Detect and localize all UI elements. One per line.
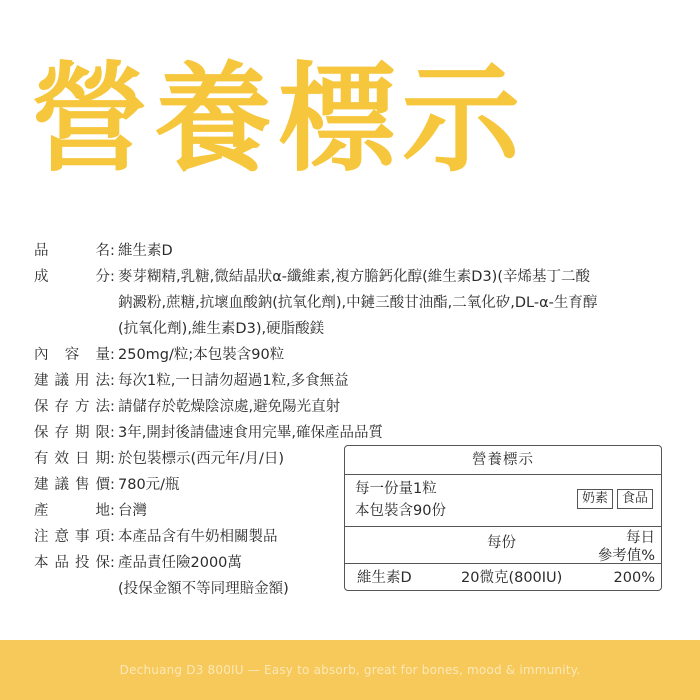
spec-label-char: 法: [95, 399, 110, 415]
nutrition-table-title: 營養標示: [345, 446, 661, 475]
spec-label-char: 分: [95, 269, 110, 285]
spec-label: [34, 498, 110, 524]
serving-size: 每一份量1粒: [355, 481, 437, 497]
nutrition-facts-table: [344, 445, 662, 591]
spec-label-char: 容: [64, 347, 80, 363]
spec-label-char: 存: [54, 399, 69, 415]
spec-label-char: 期: [95, 451, 110, 467]
spec-label-char: 地: [95, 503, 110, 519]
spec-label-char: 品: [54, 555, 69, 571]
servings-per-pack: 本包裝含90份: [355, 503, 446, 519]
spec-colon: :: [110, 529, 115, 545]
spec-label: [34, 238, 110, 264]
spec-label-char: 建: [34, 477, 49, 493]
spec-label-char: 方: [75, 399, 90, 415]
diet-badges: [577, 489, 653, 509]
spec-label-char: 產: [34, 503, 49, 519]
serving-info: [345, 475, 661, 527]
spec-label-char: 投: [75, 555, 90, 571]
spec-label-char: 有: [34, 451, 49, 467]
nutrition-header-row: [345, 527, 661, 564]
footer-banner: Dechuang D3 800IU — Easy to absorb, great for bones, mood & immunity.: [0, 640, 700, 700]
spec-label-char: 意: [54, 529, 69, 545]
spec-row: [34, 368, 674, 394]
spec-label-char: 限: [95, 425, 110, 441]
spec-label-char: 保: [34, 425, 49, 441]
spec-row: [34, 238, 674, 264]
spec-label-char: 保: [95, 555, 110, 571]
spec-label: [34, 264, 110, 342]
nutrition-row: [345, 564, 661, 592]
spec-row: [34, 264, 674, 342]
nutrient-amount: 20微克(800IU): [461, 570, 563, 586]
spec-value: 於包裝標示(西元年/月/日): [118, 451, 285, 467]
spec-value: 麥芽糊精,乳糖,微結晶狀α-纖維素,複方膽鈣化醇(維生素D3)(辛烯基丁二酸 鈉澱粉,蔗糖,抗壞血酸鈉(抗氧化劑),中鏈三酸甘油酯,二氧化矽,DL-α-生育醇 (抗氧化劑),維生素D3),硬脂酸鎂: [118, 269, 598, 337]
spec-label-char: 效: [54, 451, 69, 467]
spec-label-char: 存: [54, 425, 69, 441]
spec-colon: :: [110, 477, 115, 493]
spec-value: 台灣: [118, 503, 147, 519]
spec-value: 產品責任險2000萬 (投保金額不等同理賠金額): [118, 555, 289, 597]
spec-colon: :: [110, 373, 115, 389]
spec-label-char: 本: [34, 555, 49, 571]
page-title: 營養標示: [30, 50, 527, 188]
spec-colon: :: [110, 503, 115, 519]
spec-label-char: 名: [95, 243, 110, 259]
spec-label-char: 期: [75, 425, 90, 441]
spec-row: [34, 394, 674, 420]
spec-label-char: 議: [54, 477, 69, 493]
spec-label-char: 價: [95, 477, 110, 493]
spec-label-char: 法: [95, 373, 110, 389]
spec-label-char: 品: [34, 243, 49, 259]
spec-label: [34, 420, 110, 446]
spec-label-char: 售: [75, 477, 90, 493]
spec-label-char: 事: [75, 529, 90, 545]
badge-lacto-vegetarian: 奶素: [577, 489, 613, 509]
spec-label: [34, 342, 110, 368]
spec-value: 請儲存於乾燥陰涼處,避免陽光直射: [118, 399, 341, 415]
spec-colon: :: [110, 399, 115, 415]
spec-colon: :: [110, 243, 115, 259]
spec-label: [34, 550, 110, 602]
spec-label-char: 議: [54, 373, 69, 389]
spec-label-char: 注: [34, 529, 49, 545]
badge-food: 食品: [617, 489, 653, 509]
spec-label: [34, 472, 110, 498]
spec-label: [34, 524, 110, 550]
spec-label-char: 量: [95, 347, 110, 363]
spec-label-char: 成: [34, 269, 49, 285]
spec-label: [34, 446, 110, 472]
spec-value: 250mg/粒;本包裝含90粒: [118, 347, 285, 363]
spec-value: 3年,開封後請儘速食用完畢,確保產品品質: [118, 425, 383, 441]
daily-value-header-line1: 每日: [626, 530, 655, 546]
spec-colon: :: [110, 425, 115, 441]
spec-row: [34, 342, 674, 368]
spec-value: 780元/瓶: [118, 477, 180, 493]
spec-label: [34, 394, 110, 420]
spec-value: 每次1粒,一日請勿超過1粒,多食無益: [118, 373, 349, 389]
spec-label-char: 建: [34, 373, 49, 389]
spec-label: [34, 368, 110, 394]
daily-value-header-line2: 參考值%: [597, 548, 655, 564]
spec-label-char: 項: [95, 529, 110, 545]
spec-value: 維生素D: [118, 243, 173, 259]
spec-colon: :: [110, 451, 115, 467]
spec-label-char: 日: [75, 451, 90, 467]
spec-label-char: 內: [34, 347, 49, 363]
nutrient-daily-percent: 200%: [613, 570, 655, 586]
spec-value: 本產品含有牛奶相關製品: [118, 529, 278, 545]
spec-row: [34, 420, 674, 446]
spec-colon: :: [110, 555, 115, 571]
daily-value-header: [598, 529, 655, 565]
nutrient-name: 維生素D: [357, 570, 412, 586]
per-serving-header: 每份: [487, 535, 516, 551]
spec-colon: :: [110, 347, 115, 363]
spec-label-char: 用: [75, 373, 90, 389]
spec-colon: :: [110, 269, 115, 285]
spec-label-char: 保: [34, 399, 49, 415]
